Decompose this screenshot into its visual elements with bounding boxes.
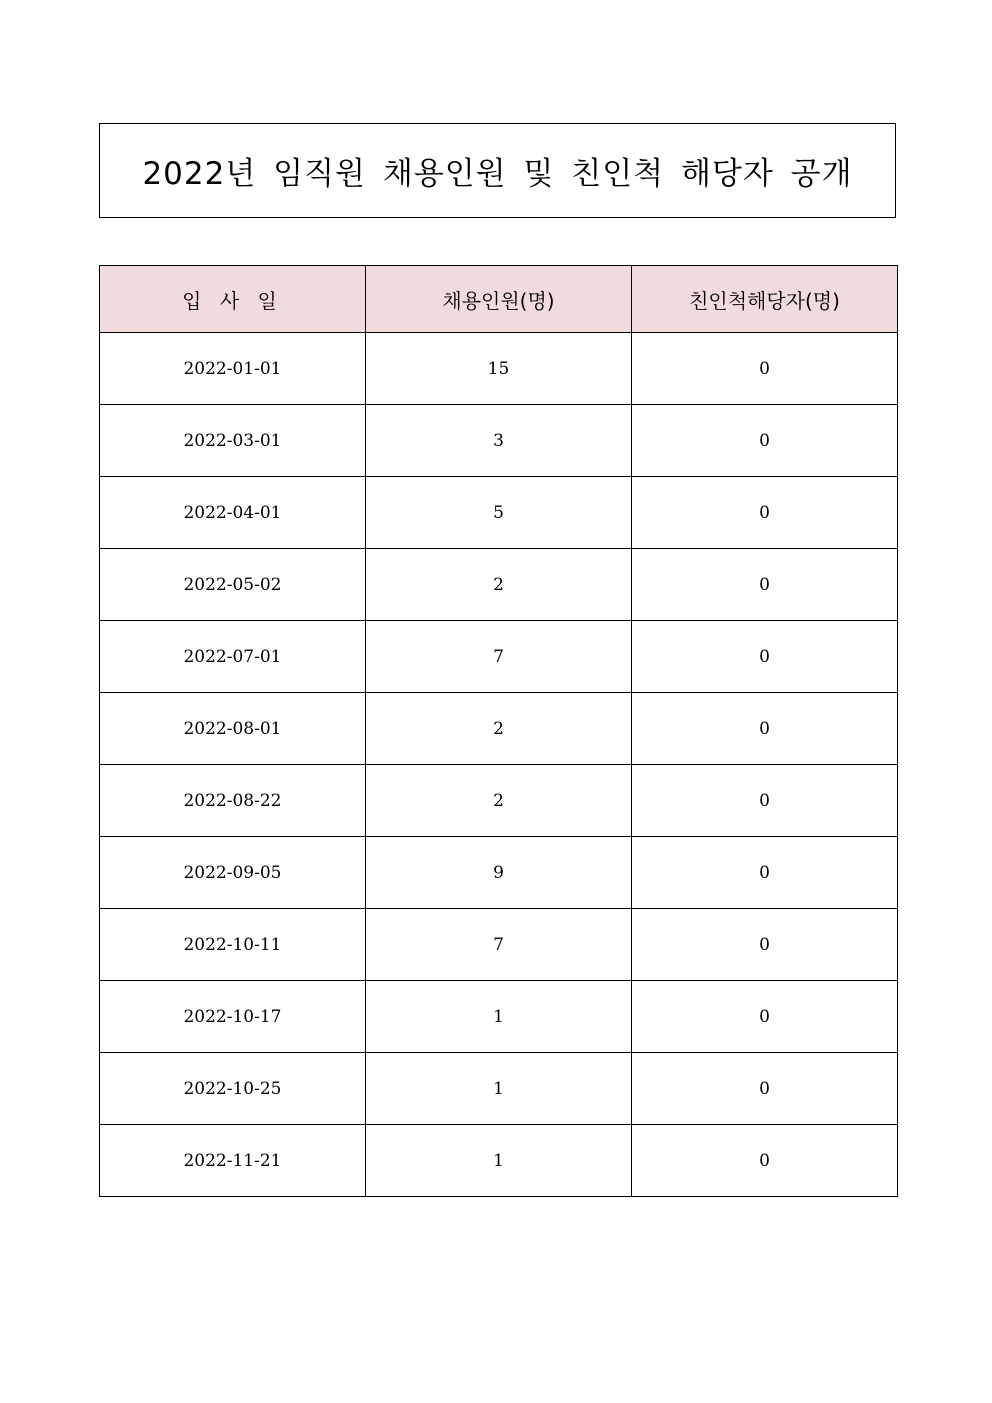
table-row [100,837,898,909]
cell-date: 2022-10-11 [100,909,366,981]
cell-date: 2022-11-21 [100,1125,366,1197]
table-row [100,693,898,765]
cell-date: 2022-10-17 [100,981,366,1053]
header-row [100,266,898,333]
cell-relatives: 0 [632,549,898,621]
cell-date: 2022-07-01 [100,621,366,693]
header-relatives: 친인척해당자(명) [632,266,898,333]
table-row [100,981,898,1053]
cell-relatives: 0 [632,693,898,765]
cell-relatives: 0 [632,333,898,405]
cell-relatives: 0 [632,1053,898,1125]
table-row [100,1053,898,1125]
cell-date: 2022-09-05 [100,837,366,909]
title-box [99,123,896,218]
table-row [100,909,898,981]
cell-hires: 1 [366,1125,632,1197]
cell-hires: 5 [366,477,632,549]
cell-hires: 2 [366,765,632,837]
cell-hires: 15 [366,333,632,405]
table-row [100,621,898,693]
table-header [100,266,898,333]
cell-relatives: 0 [632,981,898,1053]
cell-date: 2022-08-22 [100,765,366,837]
table-row [100,333,898,405]
cell-relatives: 0 [632,405,898,477]
table-row [100,1125,898,1197]
hiring-table [99,265,898,1197]
cell-hires: 3 [366,405,632,477]
table-row [100,765,898,837]
cell-relatives: 0 [632,837,898,909]
document-title: 2022년 임직원 채용인원 및 친인척 해당자 공개 [142,156,853,192]
cell-hires: 1 [366,1053,632,1125]
header-hires: 채용인원(명) [366,266,632,333]
cell-relatives: 0 [632,477,898,549]
cell-hires: 2 [366,549,632,621]
cell-hires: 9 [366,837,632,909]
cell-date: 2022-04-01 [100,477,366,549]
cell-relatives: 0 [632,909,898,981]
cell-date: 2022-08-01 [100,693,366,765]
cell-date: 2022-05-02 [100,549,366,621]
table-row [100,549,898,621]
table-row [100,477,898,549]
cell-hires: 7 [366,909,632,981]
cell-relatives: 0 [632,1125,898,1197]
header-join-date: 입 사 일 [100,266,366,333]
cell-hires: 1 [366,981,632,1053]
cell-hires: 2 [366,693,632,765]
table-body [100,333,898,1197]
cell-date: 2022-01-01 [100,333,366,405]
cell-date: 2022-10-25 [100,1053,366,1125]
cell-relatives: 0 [632,621,898,693]
table-row [100,405,898,477]
cell-date: 2022-03-01 [100,405,366,477]
cell-hires: 7 [366,621,632,693]
cell-relatives: 0 [632,765,898,837]
